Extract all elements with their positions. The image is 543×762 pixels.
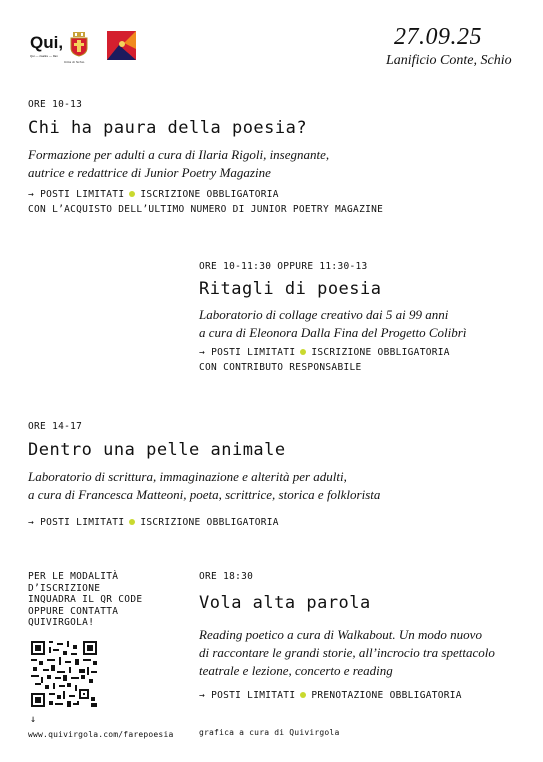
event-1-time: ORE 10-13	[28, 99, 83, 110]
event-4-desc-line: Reading poetico a cura di Walkabout. Un modo nuovo	[199, 627, 482, 642]
dot-icon	[300, 692, 306, 698]
event-1-desc-line: Formazione per adulti a cura di Ilaria Rigoli, insegnante,	[28, 147, 330, 162]
arrow-down-icon: ↓	[30, 714, 37, 725]
note-label: PRENOTAZIONE OBBLIGATORIA	[311, 690, 462, 701]
event-2-desc-line: a cura di Eleonora Dalla Fina del Progetto Colibrì	[199, 325, 467, 340]
note-label: POSTI LIMITATI	[40, 189, 125, 200]
arrow-right-icon: →	[199, 347, 206, 358]
event-1-extra: CON L’ACQUISTO DELL’ULTIMO NUMERO DI JUNIOR POETRY MAGAZINE	[28, 204, 384, 215]
event-4-desc-line: teatrale e lezione, concerto e reading	[199, 663, 393, 678]
event-1-notes-line	[28, 187, 383, 202]
qui-logo	[30, 33, 63, 58]
event-2-notes	[199, 345, 450, 375]
dot-icon	[129, 191, 135, 197]
event-1-notes	[28, 187, 383, 217]
registration-info	[28, 571, 142, 629]
registration-line: OPPURE CONTATTA	[28, 605, 119, 617]
event-4-description	[199, 626, 495, 680]
note-label: ISCRIZIONE OBBLIGATORIA	[311, 347, 450, 358]
registration-line: D’ISCRIZIONE	[28, 582, 101, 594]
event-4-desc-line: di raccontare le grandi storie, all’incrocio tra spettacolo	[199, 645, 495, 660]
event-2-notes-line	[199, 345, 450, 360]
note-label: ISCRIZIONE OBBLIGATORIA	[140, 517, 279, 528]
note-label: POSTI LIMITATI	[211, 347, 296, 358]
event-4-time: ORE 18:30	[199, 571, 254, 582]
crest-caption: Città di Schio	[64, 60, 85, 64]
event-1-title: Chi ha paura della poesia?	[28, 118, 308, 138]
event-date: 27.09.25	[394, 24, 482, 50]
registration-line: PER LE MODALITÀ	[28, 571, 119, 582]
event-4-title: Vola alta parola	[199, 593, 371, 613]
arrow-right-icon: →	[28, 189, 35, 200]
event-2-desc-line: Laboratorio di collage creativo dai 5 ai 99 anni	[199, 307, 449, 322]
event-logo-icon	[107, 31, 136, 60]
event-3-description	[28, 468, 380, 504]
event-2-description	[199, 306, 466, 342]
event-1-description	[28, 146, 329, 182]
event-venue: Lanificio Conte, Schio	[386, 53, 512, 68]
event-3-notes-line	[28, 515, 279, 530]
event-4-notes-line	[199, 688, 462, 703]
event-3-time: ORE 14-17	[28, 421, 83, 432]
arrow-right-icon: →	[199, 690, 206, 701]
registration-line: INQUADRA IL QR CODE	[28, 594, 143, 605]
arrow-right-icon: →	[28, 517, 35, 528]
note-label: POSTI LIMITATI	[40, 517, 125, 528]
qr-code[interactable]	[31, 641, 97, 707]
event-2-time: ORE 10-11:30 OPPURE 11:30-13	[199, 261, 368, 272]
qui-logo-subtitle: Qui — risalire — Ifan	[30, 54, 58, 58]
dot-icon	[129, 519, 135, 525]
note-label: POSTI LIMITATI	[211, 690, 296, 701]
event-3-desc-line: Laboratorio di scrittura, immaginazione e alterità per adulti,	[28, 469, 347, 484]
dot-icon	[300, 349, 306, 355]
registration-url[interactable]: www.quivirgola.com/farepoesia	[28, 730, 174, 739]
qui-logo-text: Qui,	[30, 33, 64, 52]
city-crest-icon	[68, 32, 90, 60]
event-3-title: Dentro una pelle animale	[28, 440, 286, 460]
registration-line: QUIVIRGOLA!	[28, 617, 95, 628]
event-2-title: Ritagli di poesia	[199, 279, 382, 299]
event-4-notes	[199, 688, 462, 703]
event-3-desc-line: a cura di Francesca Matteoni, poeta, scrittrice, storica e folklorista	[28, 487, 381, 502]
note-label: ISCRIZIONE OBBLIGATORIA	[140, 189, 279, 200]
graphic-credit: grafica a cura di Quivirgola	[199, 728, 340, 737]
event-3-notes	[28, 515, 279, 530]
event-1-desc-line: autrice e redattrice di Junior Poetry Magazine	[28, 165, 271, 180]
event-2-extra: CON CONTRIBUTO RESPONSABILE	[199, 362, 362, 373]
